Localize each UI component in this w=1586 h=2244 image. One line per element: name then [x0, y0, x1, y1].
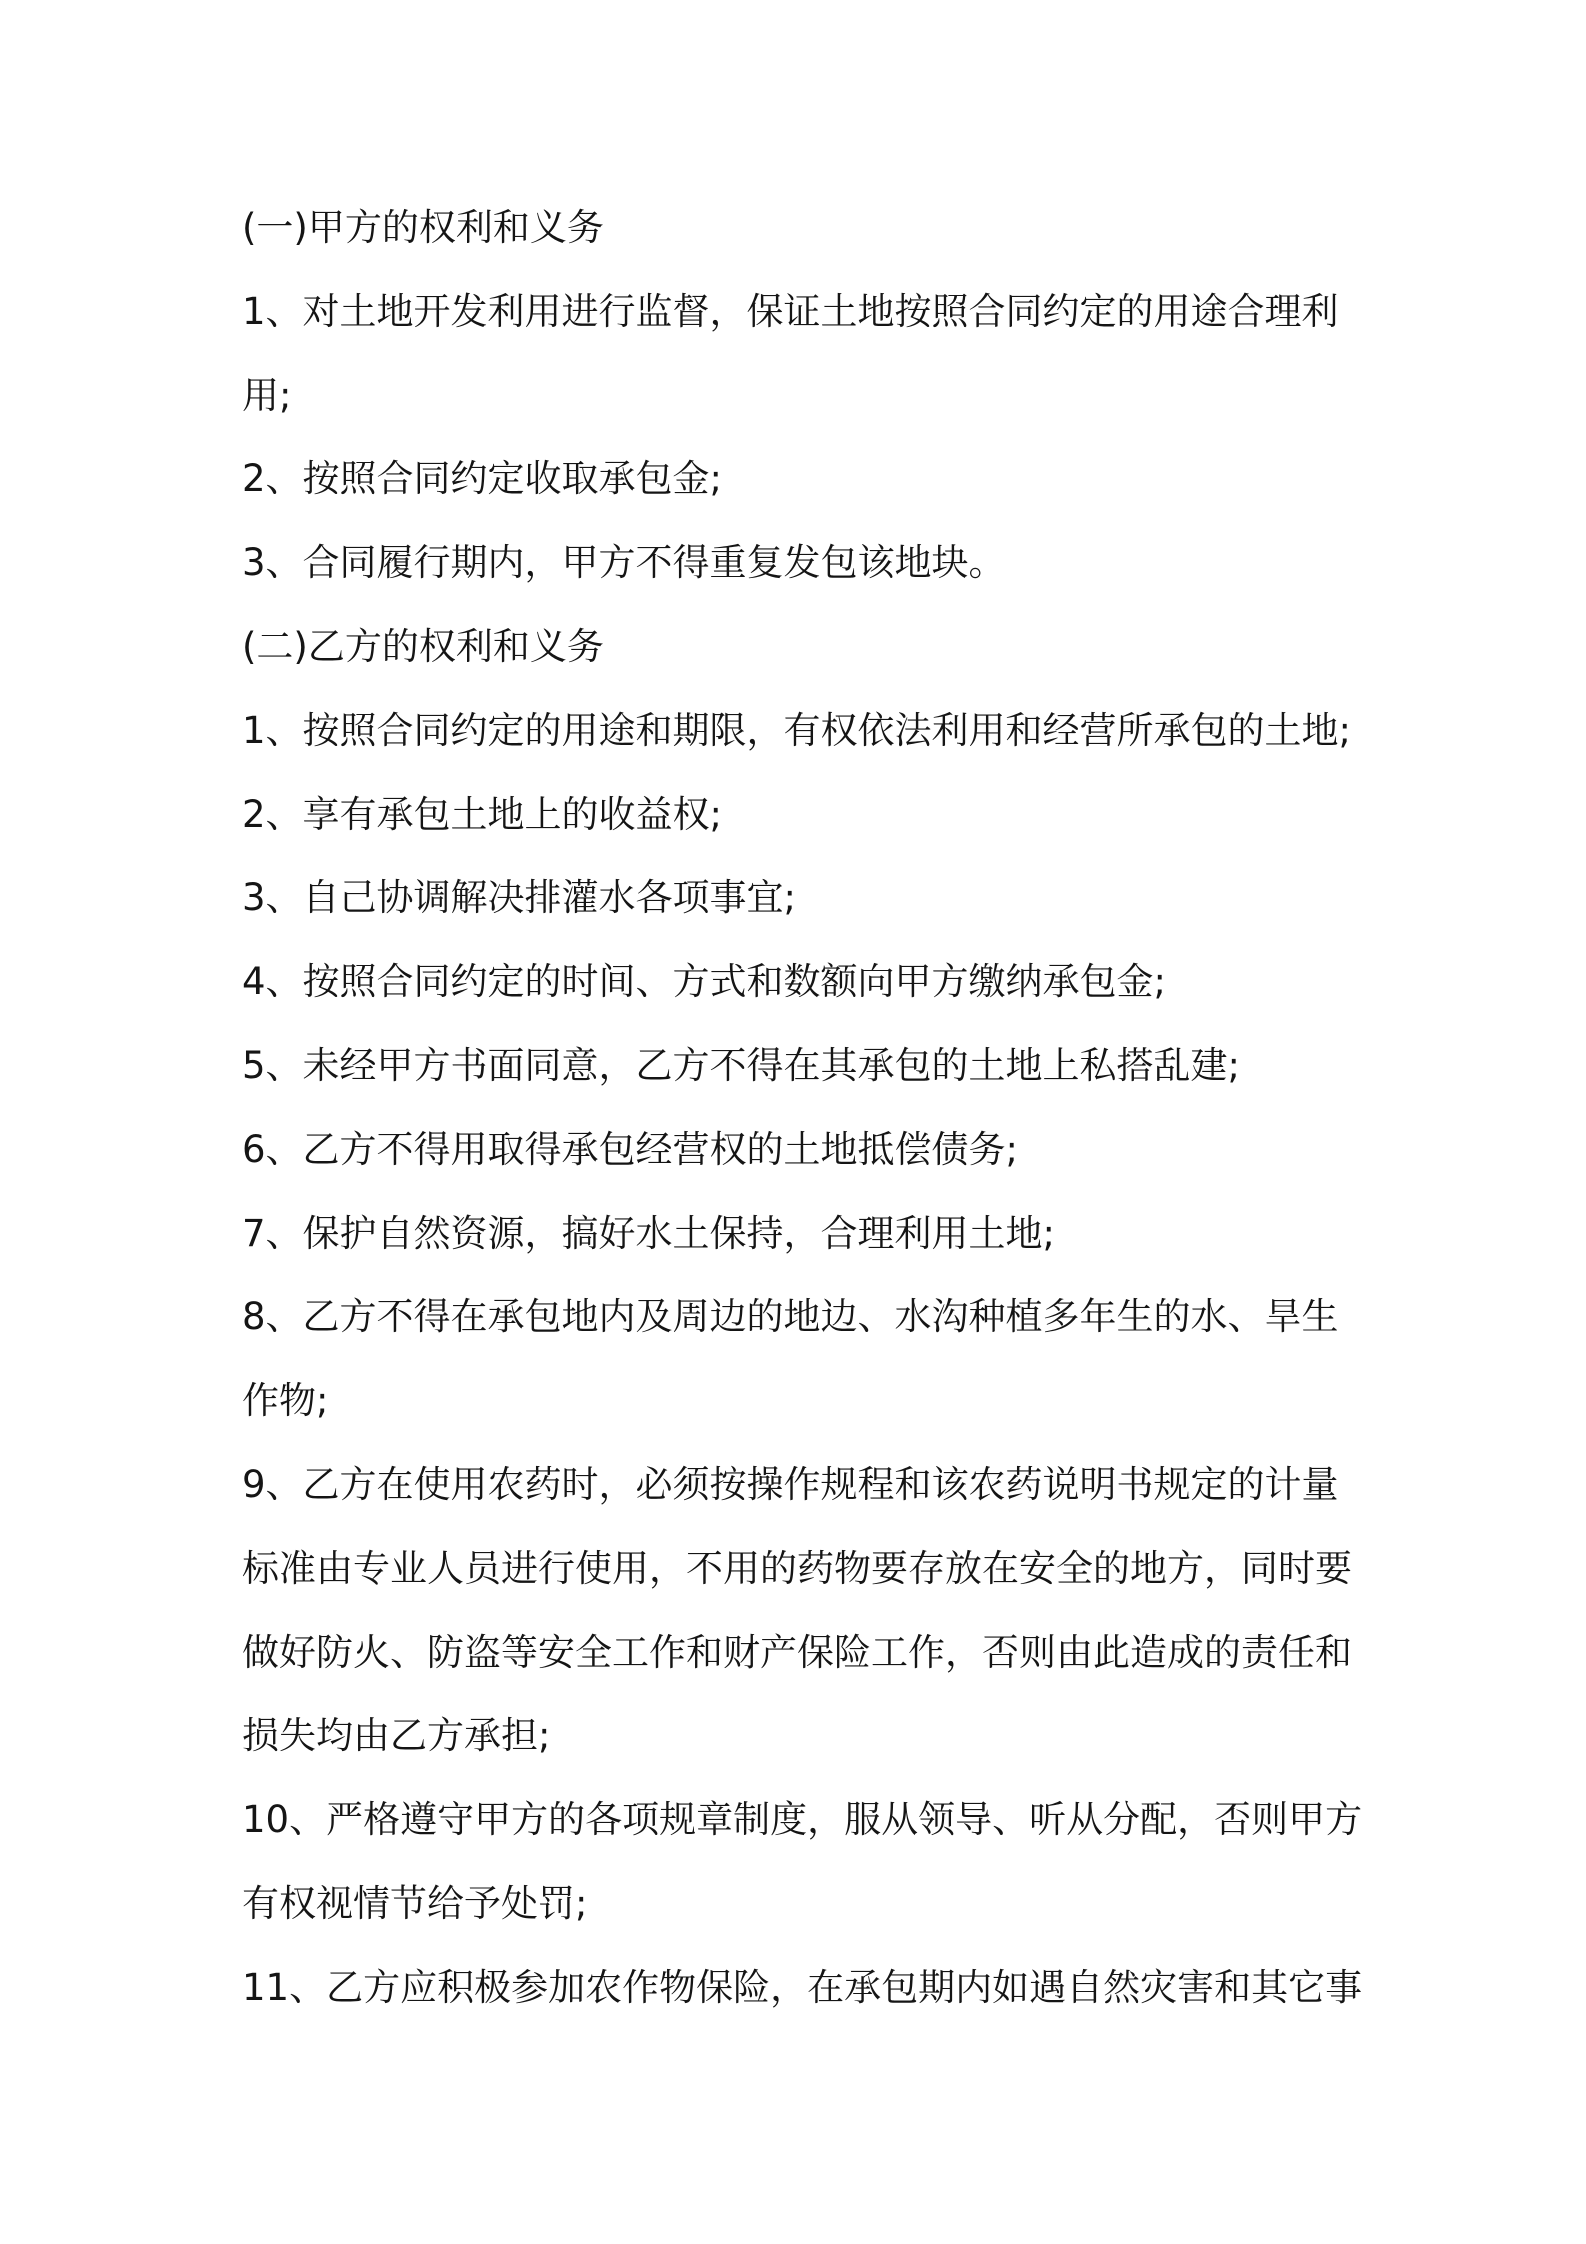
item-line: 做好防火、防盗等安全工作和财产保险工作，否则由此造成的责任和 — [242, 1630, 1352, 1674]
item-line: 用; — [242, 373, 292, 417]
section-party-a — [242, 186, 1442, 605]
list-item — [242, 1192, 1442, 1276]
list-item — [242, 1443, 1442, 1778]
list-item — [242, 1024, 1442, 1108]
item-line: 11、乙方应积极参加农作物保险，在承包期内如遇自然灾害和其它事 — [242, 1965, 1363, 2009]
item-line: 7、保护自然资源，搞好水土保持，合理利用土地; — [242, 1211, 1056, 1255]
item-line: 6、乙方不得用取得承包经营权的土地抵偿债务; — [242, 1127, 1019, 1171]
section-party-b — [242, 605, 1442, 2030]
item-line: 9、乙方在使用农药时，必须按操作规程和该农药说明书规定的计量 — [242, 1462, 1339, 1506]
item-line: 1、按照合同约定的用途和期限，有权依法利用和经营所承包的土地; — [242, 708, 1352, 752]
section-heading: (二)乙方的权利和义务 — [242, 624, 604, 668]
item-line: 3、自己协调解决排灌水各项事宜; — [242, 876, 797, 920]
item-line: 2、享有承包土地上的收益权; — [242, 792, 723, 836]
item-line: 损失均由乙方承担; — [242, 1714, 551, 1758]
item-line: 2、按照合同约定收取承包金; — [242, 457, 723, 501]
item-line: 10、严格遵守甲方的各项规章制度，服从领导、听从分配，否则甲方 — [242, 1798, 1363, 1842]
item-line: 3、合同履行期内，甲方不得重复发包该地块。 — [242, 541, 1006, 585]
item-line: 标准由专业人员进行使用，不用的药物要存放在安全的地方，同时要 — [242, 1546, 1352, 1590]
item-line: 4、按照合同约定的时间、方式和数额向甲方缴纳承包金; — [242, 960, 1167, 1004]
list-item — [242, 773, 1442, 857]
list-item — [242, 1778, 1442, 1946]
item-line: 有权视情节给予处罚; — [242, 1881, 588, 1925]
document-page — [242, 186, 1442, 2030]
section-heading: (一)甲方的权利和义务 — [242, 206, 604, 249]
list-item — [242, 437, 1442, 521]
list-item — [242, 689, 1442, 773]
list-item — [242, 856, 1442, 940]
item-line: 5、未经甲方书面同意，乙方不得在其承包的土地上私搭乱建; — [242, 1043, 1241, 1087]
list-item — [242, 940, 1442, 1024]
list-item — [242, 270, 1442, 438]
list-item — [242, 1275, 1442, 1443]
item-line: 作物; — [242, 1379, 329, 1423]
list-item — [242, 1108, 1442, 1192]
list-item — [242, 521, 1442, 605]
item-line: 8、乙方不得在承包地内及周边的地边、水沟种植多年生的水、旱生 — [242, 1295, 1339, 1339]
item-line: 1、对土地开发利用进行监督，保证土地按照合同约定的用途合理利 — [242, 289, 1339, 333]
list-item — [242, 1946, 1442, 2030]
